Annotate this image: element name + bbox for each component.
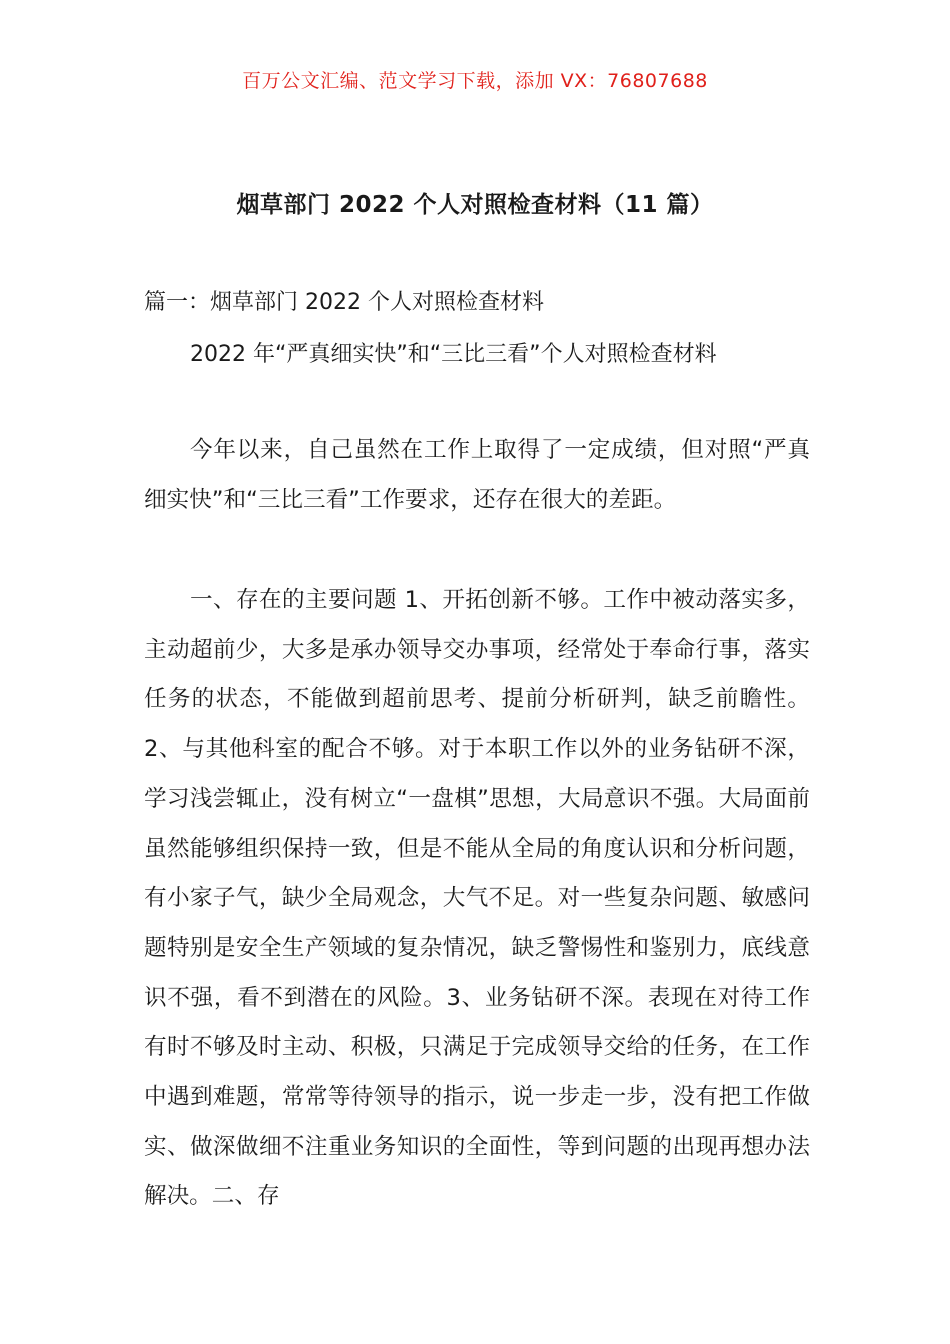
section-title: 篇一：烟草部门 2022 个人对照检查材料 [144, 290, 544, 315]
problems-paragraph: 一、存在的主要问题 1、开拓创新不够。工作中被动落实多，主动超前少，大多是承办领导交办事项，经常处于奉命行事，落实任务的状态，不能做到超前思考、提前分析研判，缺乏前瞻性。2、与其他科室的配合不够。对于本职工作以外的业务钻研不深，学习浅尝辄止，没有树立“一盘棋”思想，大局意识不强。大局面前虽然能够组织保持一致，但是不能从全局的角度认识和分析问题，有小家子气，缺少全局观念，大气不足。对一些复杂问题、敏感问题特别是安全生产领域的复杂情况，缺乏警惕性和鉴别力，底线意识不强，看不到潜在的风险。3、业务钻研不深。表现在对待工作有时不够及时主动、积极，只满足于完成领导交给的任务，在工作中遇到难题，常常等待领导的指示，说一步走一步，没有把工作做实、做深做细不注重业务知识的全面性，等到问题的出现再想办法解决。二、存 [144, 587, 810, 1210]
intro-paragraph: 今年以来，自己虽然在工作上取得了一定成绩，但对照“严真细实快”和“三比三看”工作要求，还存在很大的差距。 [144, 437, 810, 513]
document-title: 烟草部门 2022 个人对照检查材料（11 篇） [236, 192, 714, 218]
promo-header: 百万公文汇编、范文学习下载，添加 VX：76807688 [242, 70, 708, 92]
sub-title: 2022 年“严真细实快”和“三比三看”个人对照检查材料 [190, 342, 717, 367]
